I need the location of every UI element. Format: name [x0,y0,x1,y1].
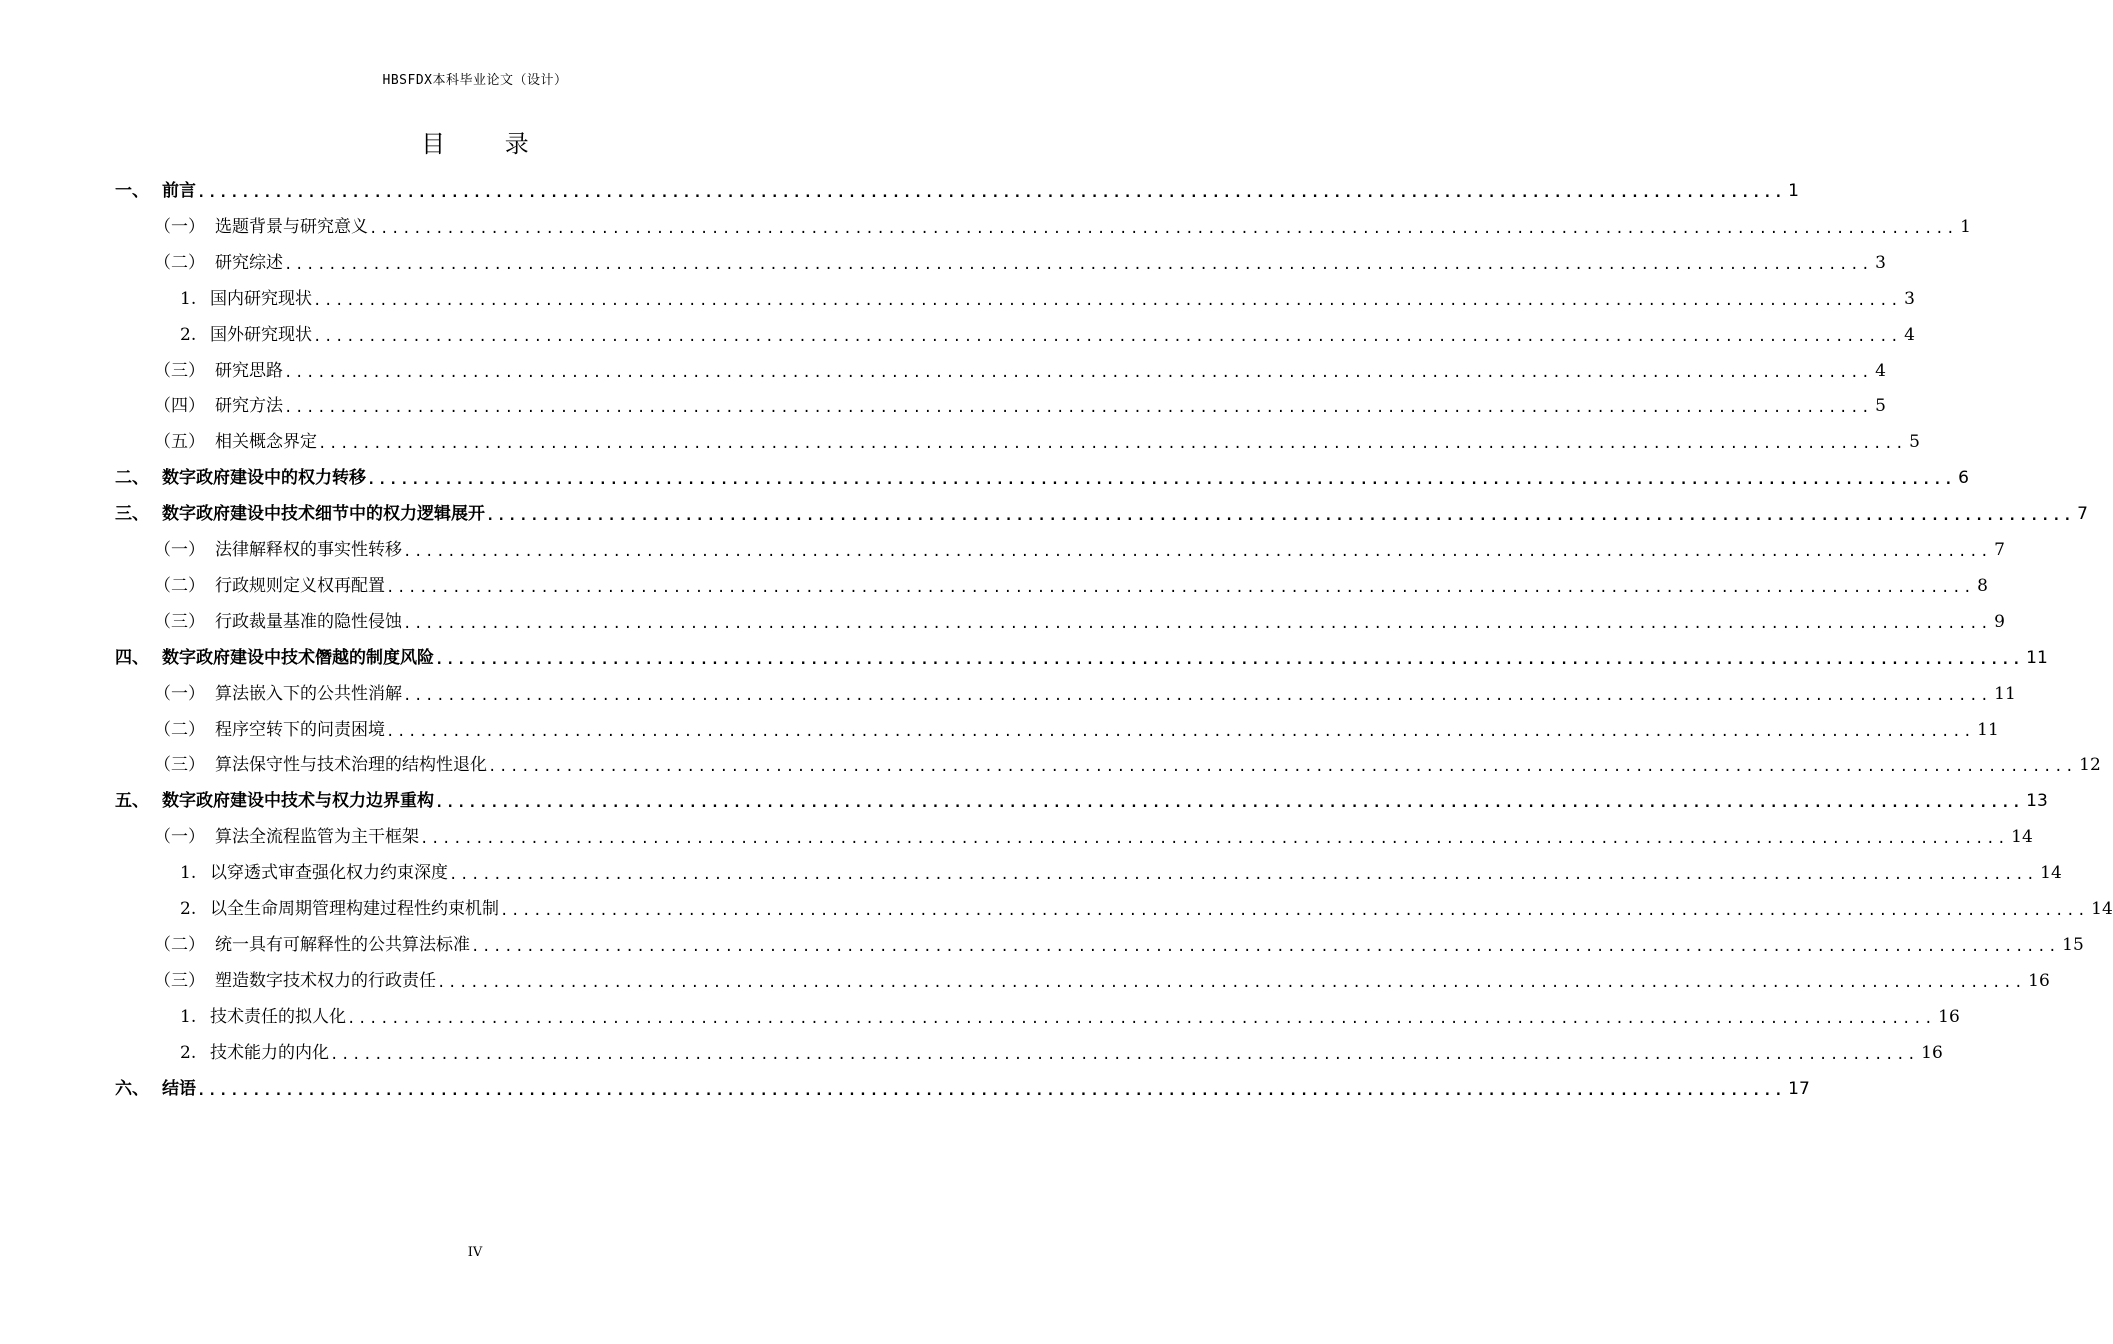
toc-entry-page: 16 [2028,970,2050,991]
toc-entry-page: 5 [1875,396,1886,417]
toc-dot-leader: ................................................................................................................................................ [435,651,2024,668]
toc-entry-number: （一） [154,216,205,237]
toc-entry-number: 1. [180,1006,197,1027]
toc-entry-title: 数字政府建设中技术僭越的制度风险 [162,647,434,668]
toc-dot-leader: ................................................................................................................................................ [367,472,1956,489]
toc-entry-page: 3 [1875,252,1886,273]
toc-entry-number: 一、 [115,181,149,201]
toc-entry-page: 16 [1921,1042,1943,1063]
toc-entry-page: 4 [1875,360,1886,381]
toc-entry-number: 二、 [115,468,149,489]
toc-entry[interactable] [0,963,2050,999]
toc-entry[interactable] [0,281,1915,317]
toc-entry-number: （三） [154,755,205,776]
toc-entry-title: 行政裁量基准的隐性侵蚀 [215,611,402,632]
page-number: IV [467,1245,483,1260]
toc-entry-page: 6 [1958,468,1969,489]
toc-entry-title: 研究综述 [215,252,283,273]
toc-entry-page: 11 [1977,719,1999,740]
toc-entry-page: 14 [2011,827,2033,848]
toc-dot-leader: ................................................................................................................................................ [449,867,2038,884]
toc-entry-page: 8 [1977,575,1988,596]
toc-entry[interactable] [0,999,1960,1035]
toc-entry-number: 2. [180,1042,197,1063]
toc-dot-leader: ................................................................................................................................................ [197,1082,1786,1099]
toc-dot-leader: ................................................................................................................................................ [313,292,1902,309]
toc-entry-number: （五） [154,432,205,453]
toc-entry[interactable] [0,1071,1810,1107]
toc-entry-title: 研究方法 [215,396,283,417]
toc-dot-leader: ................................................................................................................................................ [403,687,1992,704]
toc-entry-page: 16 [1938,1006,1960,1027]
toc-entry[interactable] [0,927,2084,963]
toc-entry-number: （一） [154,683,205,704]
toc-entry[interactable] [0,747,2101,783]
toc-entry-title: 数字政府建设中技术与权力边界重构 [162,791,434,812]
toc-entry-number: （三） [154,360,205,381]
toc-entry-page: 7 [1994,540,2005,560]
toc-entry[interactable] [0,245,1886,281]
toc-entry-page: 17 [1788,1078,1810,1099]
toc-dot-leader: ................................................................................................................................................ [403,615,1992,632]
toc-entry-page: 11 [1994,683,2016,704]
toc-entry[interactable] [0,532,2005,568]
toc-entry-number: （二） [154,934,205,955]
toc-entry-page: 15 [2062,934,2084,955]
toc-entry-title: 国外研究现状 [210,324,312,345]
toc-entry[interactable] [0,712,1999,748]
toc-entry-page: 4 [1904,324,1915,345]
toc-entry-title: 选题背景与研究意义 [215,216,368,237]
toc-entry-title: 程序空转下的问责困境 [215,719,385,740]
toc-entry-title: 国内研究现状 [210,288,312,309]
toc-dot-leader: ................................................................................................................................................ [284,256,1873,273]
toc-entry[interactable] [0,460,1969,496]
toc-entry[interactable] [0,173,1799,209]
toc-entry-title: 数字政府建设中的权力转移 [162,468,366,489]
toc-entry[interactable] [0,317,1915,353]
toc-entry-page: 3 [1904,288,1915,309]
toc-entry-number: （三） [154,970,205,991]
toc-entry-number: （四） [154,396,205,417]
toc-entry-title: 统一具有可解释性的公共算法标准 [215,934,470,955]
toc-entry[interactable] [0,496,2088,532]
toc-entry-page: 14 [2040,863,2062,884]
toc-entry-title: 以全生命周期管理构建过程性约束机制 [210,899,499,919]
toc-entry-title: 以穿透式审查强化权力约束深度 [210,863,448,884]
toc-entry-number: （二） [154,719,205,740]
toc-entry[interactable] [0,1035,1943,1071]
toc-dot-leader: ................................................................................................................................................ [347,1010,1936,1027]
toc-entry[interactable] [0,640,2048,676]
toc-dot-leader: ................................................................................................................................................ [471,938,2060,955]
toc-entry-number: 1. [180,863,197,884]
toc-entry-number: （一） [154,827,205,848]
toc-dot-leader: ................................................................................................................................................ [369,220,1958,237]
toc-entry-page: 12 [2079,755,2101,776]
toc-dot-leader: ................................................................................................................................................ [284,364,1873,381]
toc-entry-page: 11 [2026,647,2048,668]
toc-entry[interactable] [0,819,2033,855]
toc-dot-leader: ................................................................................................................................................ [386,723,1975,740]
toc-entry-number: 1. [180,288,197,309]
toc-entry[interactable] [0,388,1886,424]
toc-entry[interactable] [0,424,1920,460]
toc-entry[interactable] [0,783,2048,819]
toc-entry-page: 7 [2077,504,2088,525]
toc-entry-page: 14 [2091,899,2113,919]
toc-entry-title: 技术能力的内化 [210,1042,329,1063]
toc-entry-number: 五、 [115,791,149,812]
toc-entry[interactable] [0,855,2062,891]
toc-entry-page: 9 [1994,611,2005,632]
toc-entry-title: 塑造数字技术权力的行政责任 [215,970,436,991]
toc-dot-leader: ................................................................................................................................................ [437,974,2026,991]
page-title: 目 录 [421,130,555,158]
toc-entry-page: 1 [1788,181,1799,201]
toc-dot-leader: ................................................................................................................................................ [500,903,2089,919]
toc-entry[interactable] [0,891,2113,927]
toc-entry[interactable] [0,353,1886,389]
toc-dot-leader: ................................................................................................................................................ [435,795,2024,812]
toc-entry-title: 技术责任的拟人化 [210,1006,346,1027]
toc-entry[interactable] [0,209,1971,245]
toc-entry-number: （二） [154,252,205,273]
toc-entry-title: 算法全流程监管为主干框架 [215,827,419,848]
toc-entry-title: 算法嵌入下的公共性消解 [215,683,402,704]
table-of-contents [0,173,2113,1103]
toc-entry-number: 2. [180,899,197,919]
toc-entry-title: 数字政府建设中技术细节中的权力逻辑展开 [162,504,485,525]
toc-entry-number: （二） [154,575,205,596]
toc-entry-title: 法律解释权的事实性转移 [215,540,402,560]
toc-entry-number: （一） [154,540,205,560]
running-header: HBSFDX本科毕业论文（设计） [382,73,568,88]
toc-dot-leader: ................................................................................................................................................ [318,436,1907,453]
toc-entry-number: （三） [154,611,205,632]
toc-entry-number: 六、 [115,1078,149,1099]
toc-entry-title: 行政规则定义权再配置 [215,575,385,596]
toc-entry[interactable] [0,568,1988,604]
toc-entry-page: 5 [1909,432,1920,453]
toc-dot-leader: ................................................................................................................................................ [386,579,1975,596]
toc-dot-leader: ................................................................................................................................................ [313,328,1902,345]
toc-entry-title: 前言 [162,181,196,201]
toc-entry[interactable] [0,676,2016,712]
toc-entry-page: 1 [1960,216,1971,237]
toc-entry-title: 结语 [162,1078,196,1099]
toc-dot-leader: ................................................................................................................................................ [197,185,1786,201]
toc-dot-leader: ................................................................................................................................................ [488,759,2077,776]
toc-entry-title: 算法保守性与技术治理的结构性退化 [215,755,487,776]
toc-dot-leader: ................................................................................................................................................ [330,1046,1919,1063]
toc-entry-page: 13 [2026,791,2048,812]
toc-dot-leader: ................................................................................................................................................ [284,400,1873,417]
toc-entry-number: 2. [180,324,197,345]
toc-dot-leader: ................................................................................................................................................ [486,508,2075,525]
toc-entry-number: 四、 [115,647,149,668]
toc-entry-title: 相关概念界定 [215,432,317,453]
toc-entry-number: 三、 [115,504,149,525]
toc-dot-leader: ................................................................................................................................................ [420,831,2009,848]
toc-entry-title: 研究思路 [215,360,283,381]
toc-dot-leader: ................................................................................................................................................ [403,544,1992,560]
toc-entry[interactable] [0,604,2005,640]
